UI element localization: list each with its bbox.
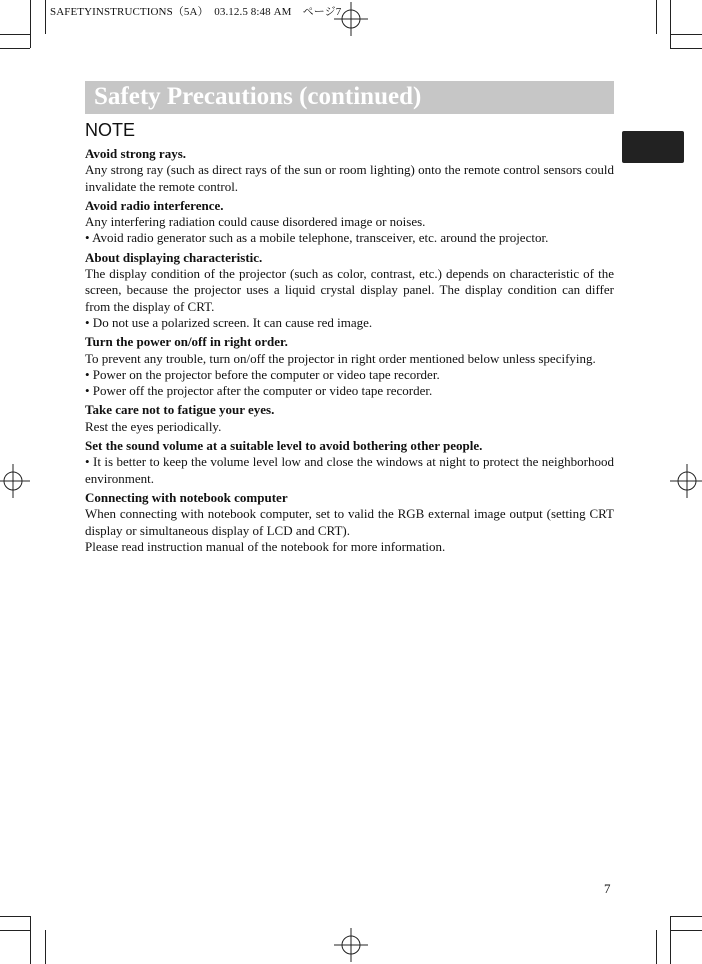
registration-mark-icon [670,464,702,498]
crop-mark [670,916,671,964]
page-title: Safety Precautions (continued) [94,83,422,110]
section-heading: Take care not to fatigue your eyes. [85,402,275,418]
crop-mark [670,0,671,48]
section-heading: Connecting with notebook computer [85,489,288,505]
section-bullet: • Do not use a polarized screen. It can cause red image. [85,314,373,330]
section-text: Rest the eyes periodically. [85,418,222,434]
crop-mark [30,0,31,48]
crop-mark [670,916,702,917]
section-text: Any interfering radiation could cause disordered image or noises. [85,214,426,230]
registration-mark-icon [0,464,30,498]
crop-mark [656,930,657,964]
section-bullet: • Power off the projector after the computer or video tape recorder. [85,383,433,399]
section-text: To prevent any trouble, turn on/off the projector in right order mentioned below unless specifying. [85,350,596,366]
note-section [85,198,614,247]
note-section [85,146,614,195]
section-text: The display condition of the projector (such as color, contrast, etc.) depends on characteristic of the screen, because the projector uses a liquid crystal display panel. The display condition can differ from the display of CRT. [85,266,614,314]
crop-mark [670,930,702,931]
note-section [85,334,614,399]
crop-mark [45,0,46,34]
crop-mark [670,48,702,49]
note-section [85,402,614,435]
page-number: 7 [604,881,611,896]
crop-mark [0,930,30,931]
note-section [85,250,614,331]
section-text: Please read instruction manual of the notebook for more information. [85,538,446,554]
print-slug: SAFETYINSTRUCTIONS（5A） 03.12.5 8:48 AM ページ7 [50,6,342,18]
crop-mark [30,916,31,964]
section-bullet: • It is better to keep the volume level low and close the windows at night to protect the neighborhood environment. [85,454,614,486]
section-heading: Turn the power on/off in right order. [85,334,288,350]
crop-mark [0,916,30,917]
crop-mark [656,0,657,34]
note-section [85,490,614,555]
crop-mark [0,34,30,35]
section-text: Any strong ray (such as direct rays of the sun or room lighting) onto the remote control sensors could invalidate the remote control. [85,162,614,194]
note-section [85,438,614,487]
note-content [85,146,614,558]
crop-mark [0,48,30,49]
section-heading: Avoid radio interference. [85,197,224,213]
page-title-bar [85,81,614,114]
section-heading: About displaying characteristic. [85,249,263,265]
section-bullet: • Avoid radio generator such as a mobile telephone, transceiver, etc. around the projector. [85,230,549,246]
crop-mark [670,34,702,35]
language-tab [622,131,684,163]
crop-mark [45,930,46,964]
registration-mark-icon [334,928,368,962]
section-bullet: • Power on the projector before the computer or video tape recorder. [85,366,440,382]
section-heading: Avoid strong rays. [85,146,186,161]
note-label: NOTE [85,120,136,140]
section-text: When connecting with notebook computer, set to valid the RGB external image output (setting CRT display or simultaneous display of LCD and CRT). [85,506,614,538]
section-heading: Set the sound volume at a suitable level to avoid bothering other people. [85,438,483,454]
